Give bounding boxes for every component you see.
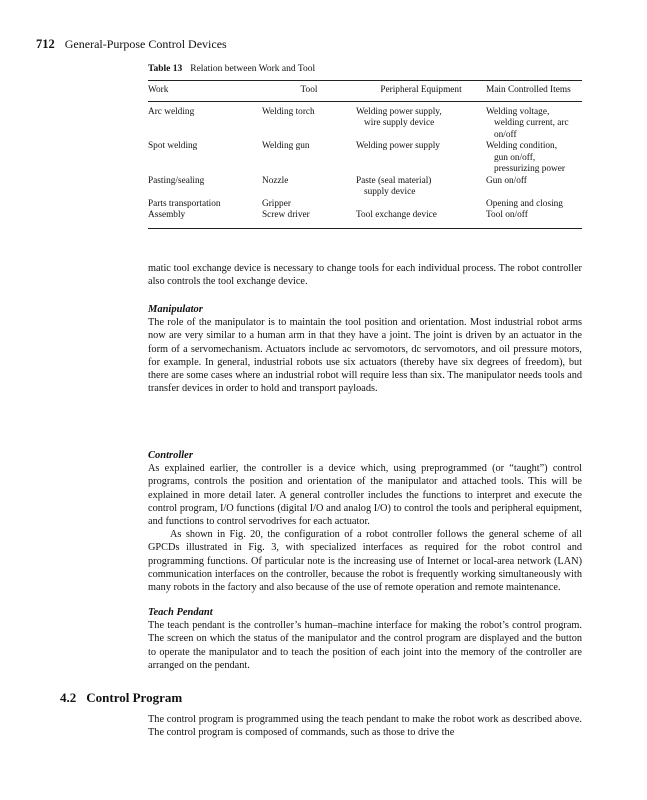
cell-line: Tool on/off [486,210,528,220]
manipulator-section [148,303,582,395]
table-caption-text: Relation between Work and Tool [190,64,316,74]
column-header-peripheral: Peripheral Equipment [356,81,486,102]
cell-line: on/off [494,129,517,140]
cell-line: Tool exchange device [356,210,437,220]
cell-items [486,141,582,176]
table-row [148,176,582,199]
page-number: 712 [36,37,55,51]
table-header-row [148,81,582,102]
cell-line: wire supply device [364,118,435,128]
cell-work: Pasting/sealing [148,175,205,186]
running-title: General-Purpose Control Devices [64,37,227,51]
cell-peripheral [356,210,486,228]
cell-work: Parts transportation [148,198,221,209]
cell-line: Welding condition, [486,141,558,151]
cell-line: Opening and closing [486,198,563,209]
cell-tool: Nozzle [262,175,289,186]
cell-tool: Screw driver [262,210,356,228]
controller-heading: Controller [148,450,193,461]
cell-tool: Welding gun [262,141,310,151]
cell-items [486,199,582,211]
table-row [148,101,582,141]
intro-paragraph-block [148,262,582,288]
teach-pendant-heading: Teach Pendant [148,607,213,618]
cell-line: Welding power supply [356,141,440,151]
cell-line: Gun on/off [486,175,527,186]
controller-paragraph-1: As explained earlier, the controller is a device which, using preprogrammed (or “taught”) control programs, controls the position and orientation of the manipulator and attached tools. This will be explained in more detail later. A general controller includes the functions to interpret and execute the control program, I/O functions (digital I/O and analog I/O) to control the tools and peripheral equipment, and functions to control servodrives for each actuator. [148,463,582,528]
work-tool-table [148,80,582,229]
control-program-paragraph: The control program is programmed using the teach pendant to make the robot work as described above. The control program is composed of commands, such as those to drive the [148,714,582,739]
cell-tool: Gripper [262,198,291,209]
cell-line: Paste (seal material) [356,175,432,186]
cell-work: Arc welding [148,106,195,117]
cell-items [486,176,582,199]
cell-peripheral [356,141,486,176]
control-program-section [148,713,582,739]
table-caption [148,64,315,74]
table-caption-label: Table 13 [148,64,183,74]
column-header-work: Work [148,81,262,102]
table-row [148,199,582,211]
running-header [36,37,227,52]
table-row [148,210,582,228]
manipulator-paragraph: The role of the manipulator is to maintain the tool position and orientation. Most industrial robot arms now are very similar to a human arm in that they have a joint. The joint is driven by an actuator in the form of a servomechanism. Actuators include ac servomotors, dc servomotors, and oil pressure motors, for example. In general, industrial robots use six actuators (thereby have six degrees of freedom), but there are some cases where an industrial robot will require less than six. The manipulator needs tools and transfer devices in order to hold and transport payloads. [148,317,582,395]
table-row [148,141,582,176]
cell-peripheral [356,199,486,211]
cell-line: Welding power supply, [356,106,442,117]
cell-items [486,210,582,228]
controller-paragraph-2: As shown in Fig. 20, the configuration of a robot controller follows the general scheme of all GPCDs illustrated in Fig. 3, with specialized interfaces as required for the robot control and programming functions. Of particular note is the increasing use of Internet or local-area network (LAN) communication interfaces on the controller, because the robot is frequently working simultaneously with many robots in the factory and also because of the use of remote operation and remote maintenance. [148,529,582,594]
cell-peripheral [356,101,486,141]
cell-line: gun on/off, [494,152,536,163]
section-heading [60,690,182,706]
cell-peripheral [356,176,486,199]
intro-paragraph: matic tool exchange device is necessary to change tools for each individual process. The robot controller also controls the tool exchange device. [148,263,582,288]
cell-work: Spot welding [148,141,198,151]
cell-line: Welding voltage, [486,106,550,117]
teach-pendant-section [148,606,582,672]
cell-line: supply device [364,187,416,197]
section-number: 4.2 [60,690,77,705]
cell-tool: Welding torch [262,106,315,117]
section-title: Control Program [86,690,183,705]
teach-pendant-paragraph: The teach pendant is the controller’s human–machine interface for making the robot’s control program. The screen on which the status of the manipulator and the control program are displayed and the button to operate the manipulator and to teach the position of each joint into the memory of the controller are arranged on the pendant. [148,620,582,671]
manipulator-heading: Manipulator [148,304,203,315]
column-header-tool: Tool [262,81,356,102]
cell-work: Assembly [148,210,262,228]
cell-items [486,101,582,141]
controller-section [148,449,582,594]
cell-line: welding current, arc [494,118,569,128]
column-header-items: Main Controlled Items [486,81,582,102]
cell-line: pressurizing power [494,164,565,174]
